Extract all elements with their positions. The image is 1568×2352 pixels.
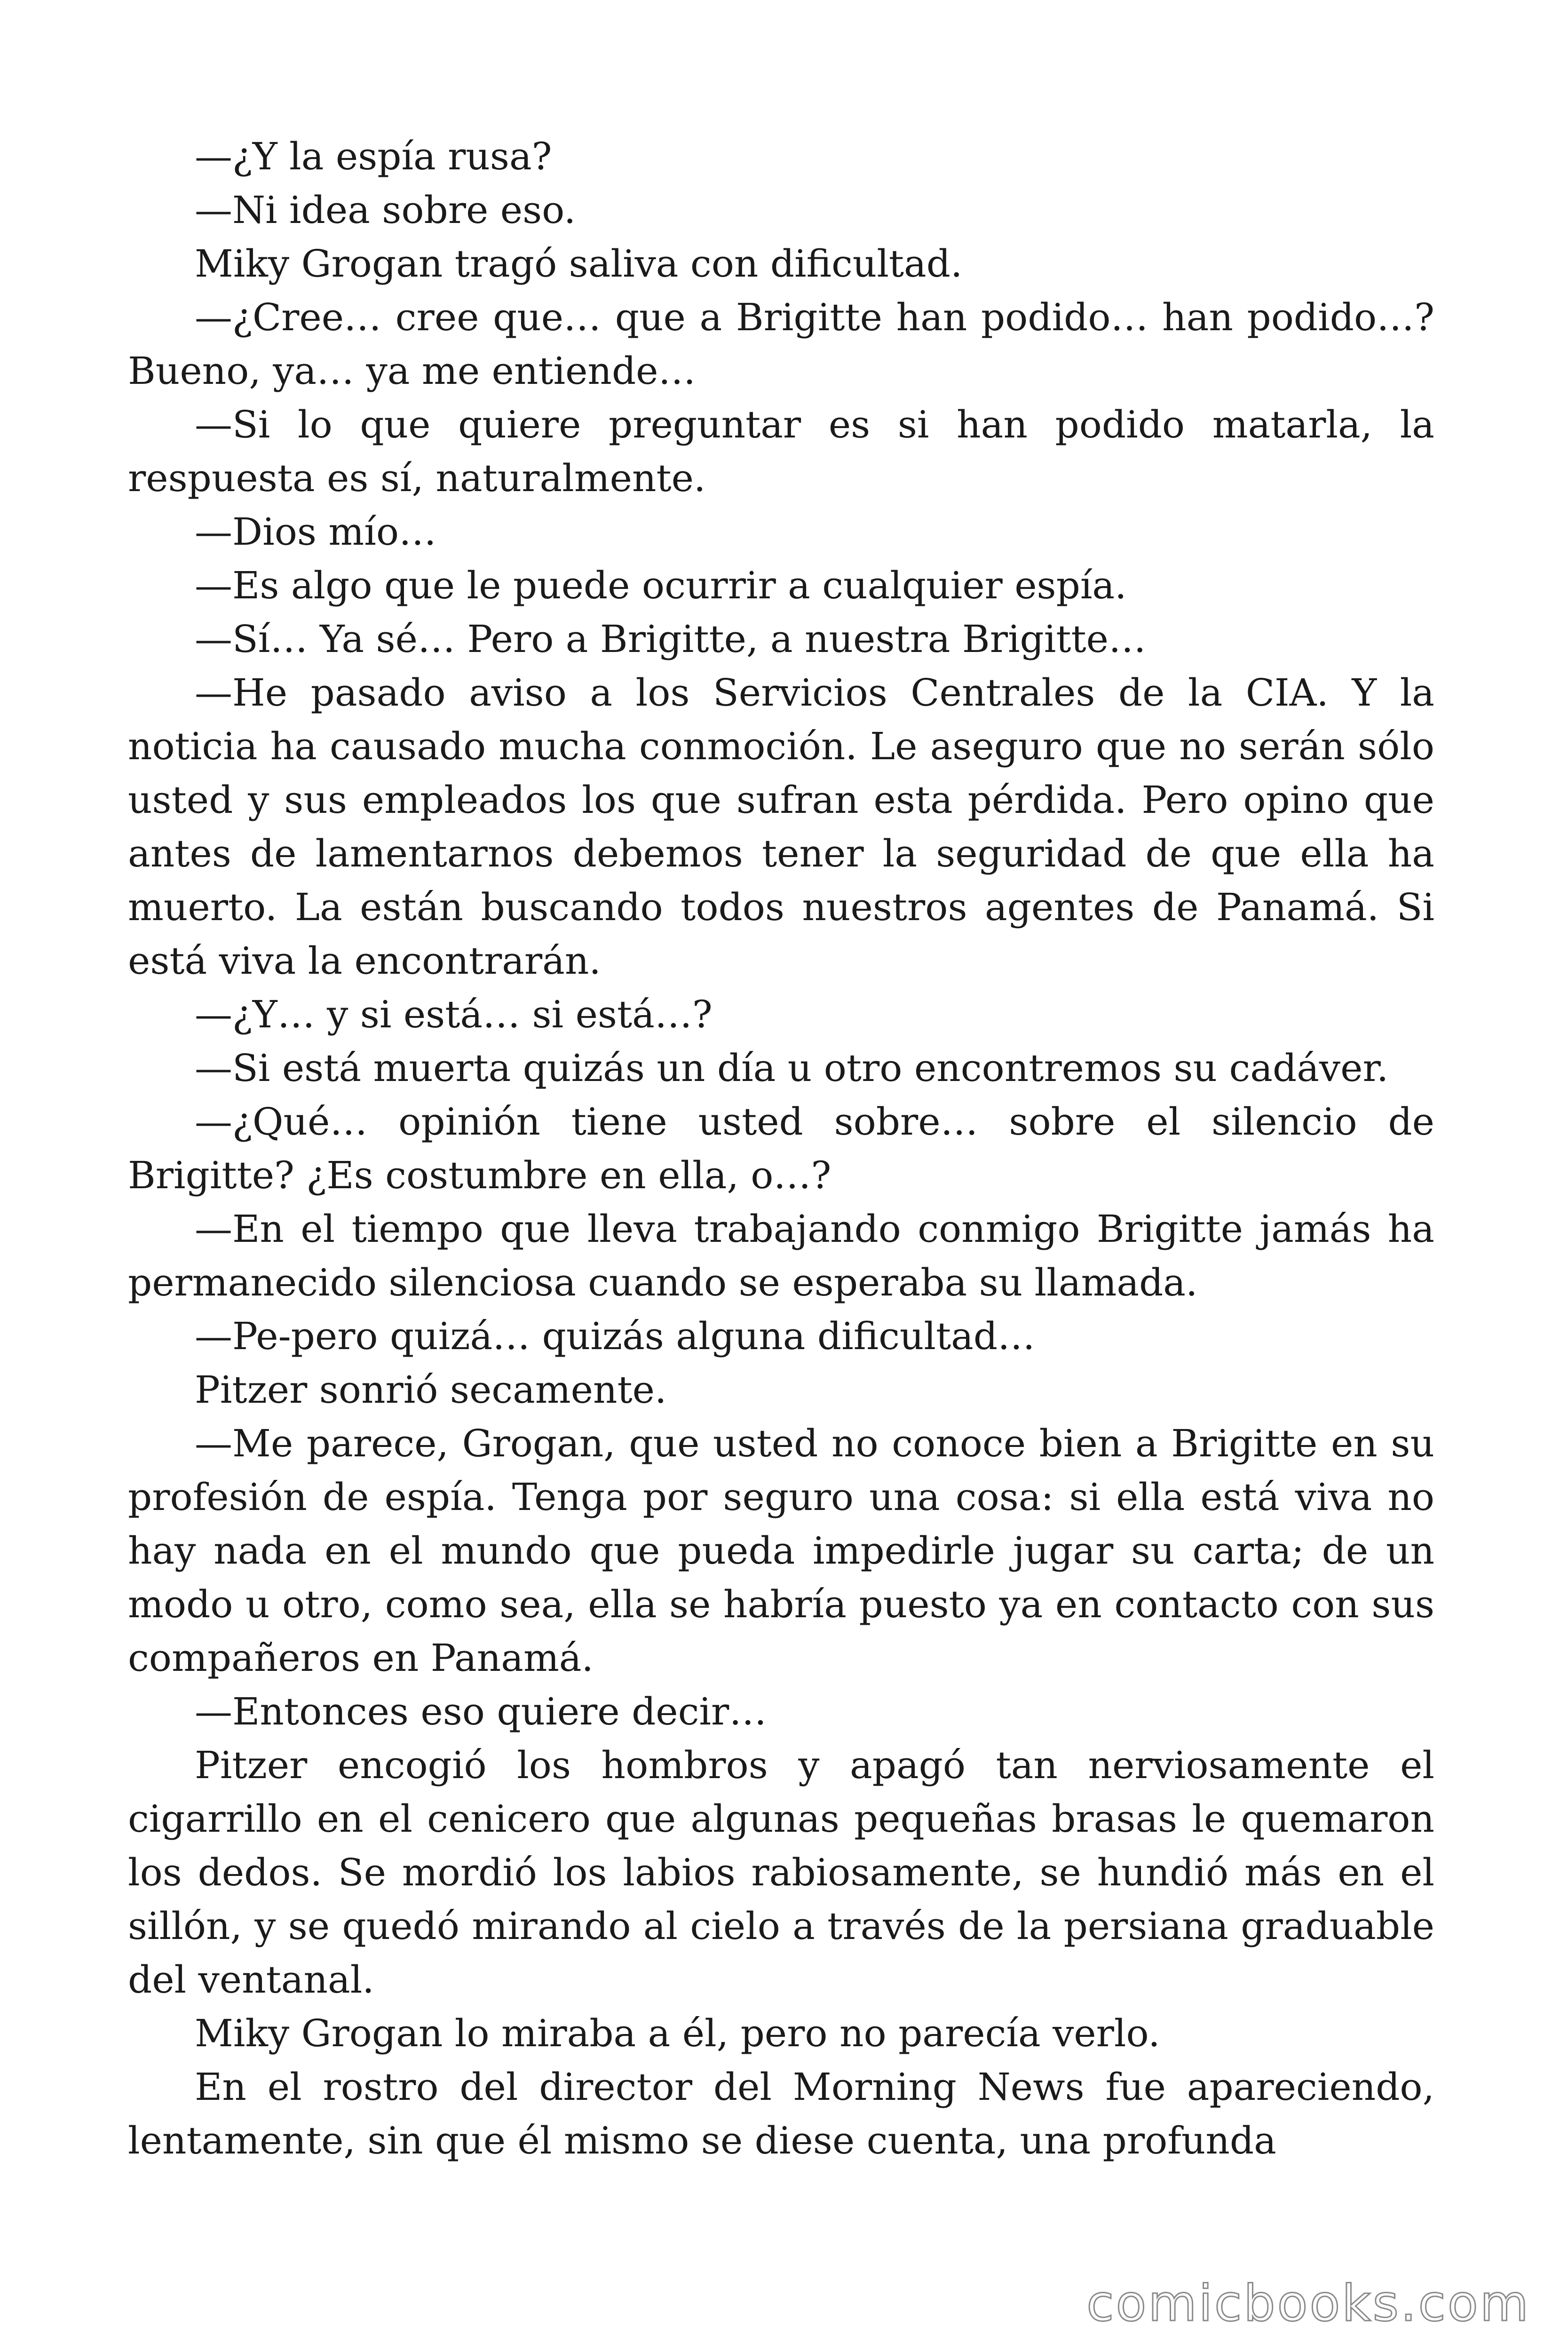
paragraph: Pitzer encogió los hombros y apagó tan nerviosamente el cigarrillo en el cenicero que algunas pequeñas brasas le quemaron los dedos. Se mordió los labios rabiosamente, se hundió más en el sillón, y se quedó mirando al cielo a través de la persiana graduable del ventanal.: [128, 1743, 1434, 2002]
paragraph: —Sí… Ya sé… Pero a Brigitte, a nuestra Brigitte…: [195, 617, 1146, 661]
paragraph: —Pe-pero quizá… quizás alguna dificultad…: [195, 1314, 1036, 1358]
paragraph: —Entonces eso quiere decir…: [195, 1690, 767, 1733]
page-body: [128, 130, 1434, 2168]
paragraph: —¿Y la espía rusa?: [195, 135, 552, 178]
paragraph: En el rostro del director del Morning News fue apareciendo, lentamente, sin que él mismo se diese cuenta, una profunda: [128, 2065, 1434, 2162]
paragraph: —¿Y… y si está… si está…?: [195, 993, 713, 1036]
paragraph: Miky Grogan tragó saliva con dificultad.: [195, 242, 963, 286]
watermark: comicbooks.com: [1086, 2274, 1530, 2332]
paragraph: Miky Grogan lo miraba a él, pero no parecía verlo.: [195, 2011, 1160, 2055]
paragraph: —Dios mío…: [195, 510, 436, 554]
paragraph: —Es algo que le puede ocurrir a cualquier espía.: [195, 564, 1127, 607]
paragraph: —En el tiempo que lleva trabajando conmigo Brigitte jamás ha permanecido silenciosa cuando se esperaba su llamada.: [128, 1207, 1434, 1304]
paragraph: —Si está muerta quizás un día u otro encontremos su cadáver.: [195, 1046, 1389, 1090]
paragraph: —¿Cree… cree que… que a Brigitte han podido… han podido…? Bueno, ya… ya me entiende…: [128, 295, 1434, 393]
paragraph: —Ni idea sobre eso.: [195, 188, 576, 232]
paragraph: —Me parece, Grogan, que usted no conoce bien a Brigitte en su profesión de espía. Tenga por seguro una cosa: si ella está viva no hay nada en el mundo que pueda impedirle jugar su carta; de un modo u otro, como sea, ella se habría puesto ya en contacto con sus compañeros en Panamá.: [128, 1422, 1434, 1680]
paragraph: —Si lo que quiere preguntar es si han podido matarla, la respuesta es sí, naturalmente.: [128, 403, 1434, 500]
paragraph: —He pasado aviso a los Servicios Centrales de la CIA. Y la noticia ha causado mucha conmoción. Le aseguro que no serán sólo usted y sus empleados los que sufran esta pérdida. Pero opino que antes de lamentarnos debemos tener la seguridad de que ella ha muerto. La están buscando todos nuestros agentes de Panamá. Si está viva la encontrarán.: [128, 671, 1434, 983]
paragraph: Pitzer sonrió secamente.: [195, 1368, 667, 1412]
paragraph: —¿Qué… opinión tiene usted sobre… sobre el silencio de Brigitte? ¿Es costumbre en ella, o…?: [128, 1100, 1434, 1197]
